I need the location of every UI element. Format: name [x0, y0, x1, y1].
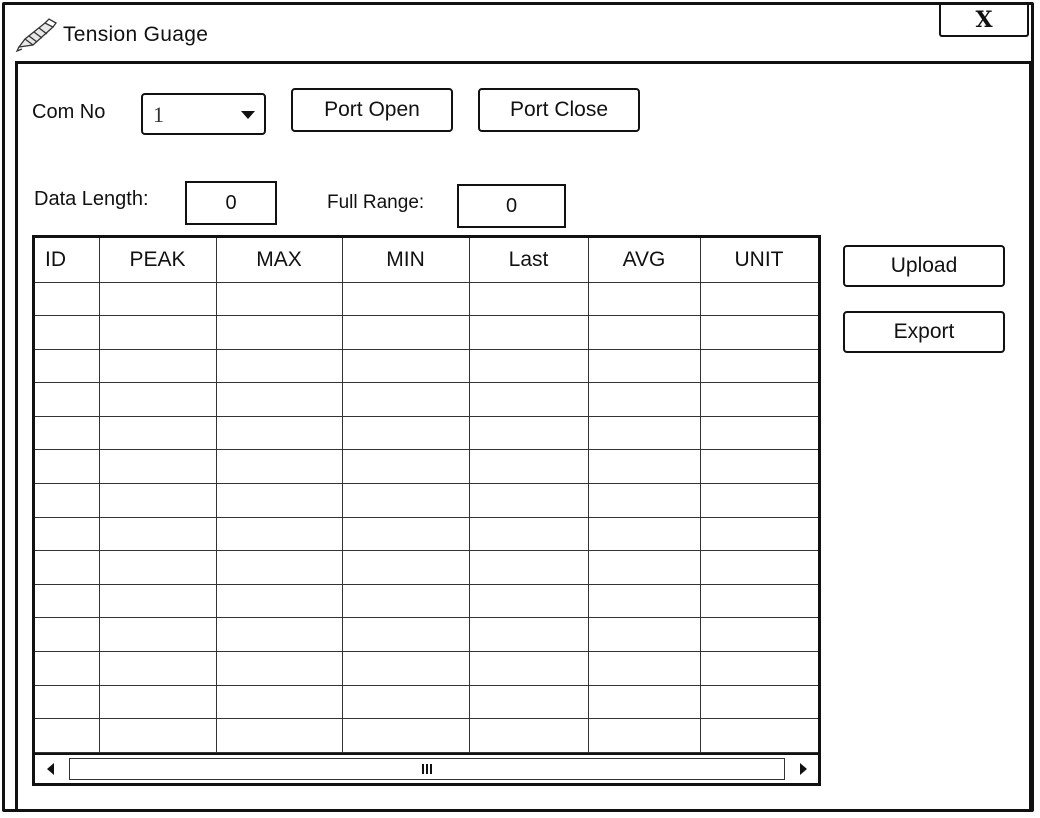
- table-cell[interactable]: [588, 416, 700, 450]
- table-cell[interactable]: [99, 316, 216, 350]
- main-panel: [15, 61, 1032, 812]
- table-cell[interactable]: [342, 349, 469, 383]
- com-no-value: 1: [153, 102, 164, 127]
- arrow-right-icon: [800, 763, 807, 775]
- chevron-down-icon: [241, 111, 255, 119]
- table-cell[interactable]: [469, 584, 588, 618]
- table-cell[interactable]: [469, 416, 588, 450]
- table-cell[interactable]: [342, 517, 469, 551]
- table-cell[interactable]: [35, 416, 99, 450]
- table-cell[interactable]: [216, 450, 342, 484]
- table-body: [35, 282, 818, 752]
- table-cell[interactable]: [588, 719, 700, 753]
- table-cell[interactable]: [588, 316, 700, 350]
- table-cell[interactable]: [700, 584, 818, 618]
- table-cell[interactable]: [342, 416, 469, 450]
- table-cell[interactable]: [35, 719, 99, 753]
- grip-icon: [422, 764, 424, 774]
- data-grid: [32, 235, 821, 786]
- close-icon: X: [975, 7, 993, 33]
- com-no-label: Com No: [32, 101, 106, 123]
- table-cell[interactable]: [99, 383, 216, 417]
- table-cell[interactable]: [35, 517, 99, 551]
- table-cell[interactable]: [35, 383, 99, 417]
- table-cell[interactable]: [99, 685, 216, 719]
- table-cell[interactable]: [35, 450, 99, 484]
- port-open-button[interactable]: Port Open: [291, 88, 453, 132]
- table-cell[interactable]: [588, 282, 700, 316]
- table-row[interactable]: [35, 652, 818, 686]
- table-cell[interactable]: [469, 383, 588, 417]
- table-cell[interactable]: [216, 517, 342, 551]
- table-row[interactable]: [35, 484, 818, 518]
- table-cell[interactable]: [342, 484, 469, 518]
- table-cell[interactable]: [35, 349, 99, 383]
- scroll-left-button[interactable]: [35, 755, 65, 783]
- table-cell[interactable]: [700, 719, 818, 753]
- table-cell[interactable]: [342, 652, 469, 686]
- table-cell[interactable]: [469, 652, 588, 686]
- table-cell[interactable]: [700, 316, 818, 350]
- table-cell[interactable]: [216, 652, 342, 686]
- table-cell[interactable]: [700, 652, 818, 686]
- table-row[interactable]: [35, 349, 818, 383]
- table-cell[interactable]: [588, 652, 700, 686]
- table-row[interactable]: [35, 618, 818, 652]
- table-row[interactable]: [35, 719, 818, 753]
- column-header-max[interactable]: MAX: [216, 238, 342, 282]
- table-cell[interactable]: [588, 618, 700, 652]
- table-cell[interactable]: [469, 282, 588, 316]
- table-cell[interactable]: [700, 416, 818, 450]
- table-cell[interactable]: [99, 551, 216, 585]
- table-cell[interactable]: [99, 450, 216, 484]
- table-cell[interactable]: [588, 584, 700, 618]
- table-cell[interactable]: [216, 484, 342, 518]
- table-cell[interactable]: [342, 316, 469, 350]
- table-cell[interactable]: [342, 719, 469, 753]
- table-row[interactable]: [35, 551, 818, 585]
- table-row[interactable]: [35, 584, 818, 618]
- column-header-last[interactable]: Last: [469, 238, 588, 282]
- table-cell[interactable]: [342, 584, 469, 618]
- arrow-left-icon: [47, 763, 54, 775]
- table-cell[interactable]: [99, 349, 216, 383]
- table-cell[interactable]: [700, 618, 818, 652]
- table-cell[interactable]: [216, 685, 342, 719]
- table-cell[interactable]: [99, 719, 216, 753]
- table-cell[interactable]: [342, 551, 469, 585]
- port-close-button[interactable]: Port Close: [478, 88, 640, 132]
- table-cell[interactable]: [35, 685, 99, 719]
- table-cell[interactable]: [99, 584, 216, 618]
- column-header-id[interactable]: ID: [35, 238, 99, 282]
- data-table: [35, 238, 819, 753]
- data-length-label: Data Length:: [34, 188, 149, 210]
- table-row[interactable]: [35, 416, 818, 450]
- data-length-field[interactable]: 0: [185, 181, 277, 225]
- full-range-label: Full Range:: [327, 192, 425, 213]
- table-cell[interactable]: [216, 416, 342, 450]
- table-header-row: [35, 238, 818, 282]
- table-cell[interactable]: [342, 618, 469, 652]
- table-cell[interactable]: [216, 349, 342, 383]
- table-cell[interactable]: [216, 383, 342, 417]
- table-cell[interactable]: [99, 517, 216, 551]
- table-cell[interactable]: [99, 484, 216, 518]
- table-row[interactable]: [35, 450, 818, 484]
- table-cell[interactable]: [588, 484, 700, 518]
- table-cell[interactable]: [588, 685, 700, 719]
- table-cell[interactable]: [342, 450, 469, 484]
- gauge-pen-icon: [15, 17, 59, 53]
- table-cell[interactable]: [99, 618, 216, 652]
- column-header-unit[interactable]: UNIT: [700, 238, 818, 282]
- table-cell[interactable]: [342, 383, 469, 417]
- table-cell[interactable]: [469, 450, 588, 484]
- table-cell[interactable]: [469, 349, 588, 383]
- export-button[interactable]: Export: [843, 311, 1005, 353]
- table-cell[interactable]: [700, 551, 818, 585]
- full-range-field[interactable]: 0: [457, 184, 566, 228]
- column-header-min[interactable]: MIN: [342, 238, 469, 282]
- table-cell[interactable]: [588, 517, 700, 551]
- table-row[interactable]: [35, 383, 818, 417]
- app-window: [2, 2, 1034, 812]
- table-cell[interactable]: [469, 517, 588, 551]
- table-cell[interactable]: [700, 349, 818, 383]
- table-cell[interactable]: [588, 349, 700, 383]
- table-row[interactable]: [35, 685, 818, 719]
- com-no-select[interactable]: [141, 93, 266, 135]
- window-title: Tension Guage: [63, 23, 209, 46]
- table-cell[interactable]: [342, 685, 469, 719]
- table-cell[interactable]: [469, 551, 588, 585]
- table-cell[interactable]: [588, 551, 700, 585]
- table-cell[interactable]: [99, 652, 216, 686]
- scrollbar-thumb[interactable]: [69, 758, 785, 780]
- grip-icon: [430, 764, 432, 774]
- grip-icon: [426, 764, 428, 774]
- table-cell[interactable]: [469, 618, 588, 652]
- table-cell[interactable]: [35, 551, 99, 585]
- upload-button[interactable]: Upload: [843, 245, 1005, 287]
- table-cell[interactable]: [216, 584, 342, 618]
- table-cell[interactable]: [469, 316, 588, 350]
- horizontal-scrollbar[interactable]: [35, 753, 818, 783]
- column-header-peak[interactable]: PEAK: [99, 238, 216, 282]
- table-cell[interactable]: [700, 685, 818, 719]
- table-cell[interactable]: [588, 450, 700, 484]
- table-cell[interactable]: [216, 551, 342, 585]
- table-cell[interactable]: [216, 618, 342, 652]
- table-cell[interactable]: [216, 316, 342, 350]
- table-cell[interactable]: [700, 517, 818, 551]
- table-cell[interactable]: [35, 282, 99, 316]
- table-cell[interactable]: [588, 383, 700, 417]
- table-row[interactable]: [35, 316, 818, 350]
- scroll-right-button[interactable]: [788, 755, 818, 783]
- close-button[interactable]: [939, 5, 1029, 37]
- table-cell[interactable]: [99, 282, 216, 316]
- table-cell[interactable]: [469, 685, 588, 719]
- table-cell[interactable]: [700, 383, 818, 417]
- table-cell[interactable]: [216, 719, 342, 753]
- table-cell[interactable]: [35, 316, 99, 350]
- table-cell[interactable]: [469, 484, 588, 518]
- table-row[interactable]: [35, 517, 818, 551]
- table-cell[interactable]: [35, 618, 99, 652]
- table-cell[interactable]: [35, 584, 99, 618]
- table-cell[interactable]: [469, 719, 588, 753]
- table-row[interactable]: [35, 282, 818, 316]
- table-cell[interactable]: [99, 416, 216, 450]
- table-cell[interactable]: [35, 652, 99, 686]
- table-cell[interactable]: [342, 282, 469, 316]
- table-cell[interactable]: [700, 450, 818, 484]
- table-cell[interactable]: [700, 484, 818, 518]
- table-cell[interactable]: [35, 484, 99, 518]
- table-cell[interactable]: [216, 282, 342, 316]
- column-header-avg[interactable]: AVG: [588, 238, 700, 282]
- table-cell[interactable]: [700, 282, 818, 316]
